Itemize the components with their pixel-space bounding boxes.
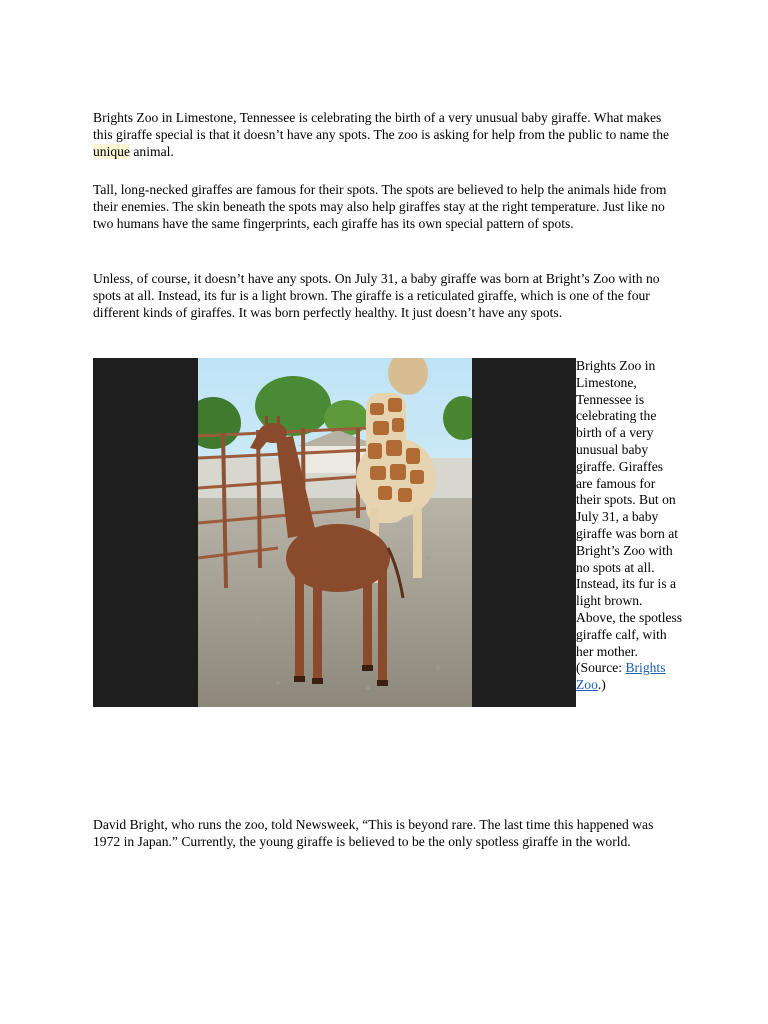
- intro-text: Brights Zoo in Limestone, Tennessee is celebrating the birth of a very unusual baby giraffe. What makes this giraffe special is that it doesn’t have any spots. The zoo is asking for help from the public to name the: [93, 110, 670, 142]
- paragraph-quote: David Bright, who runs the zoo, told Newsweek, “This is beyond rare. The last time this happened was 1972 in Japan.” Currently, the young giraffe is believed to be the only spotless giraffe in the world.: [93, 817, 654, 849]
- paragraph-spots: Tall, long-necked giraffes are famous for their spots. The spots are believed to help the animals hide from their enemies. The skin beneath the spots may also help giraffes stay at the right temperature. Just like no two humans have the same fingerprints, each giraffe has its own special pattern of spots.: [93, 182, 667, 231]
- highlighted-word: unique: [93, 143, 130, 159]
- photo-caption: [576, 358, 682, 692]
- giraffe-image: [198, 358, 472, 707]
- brights-zoo-link[interactable]: Brights Zoo: [576, 660, 666, 693]
- caption-text: Brights Zoo in Limestone, Tennessee is celebrating the birth of a very unusual baby giraffe. Giraffes are famous for their spots. But on July 31, a baby giraffe was born at Bright’s Zoo with no spots at all. Instead, its fur is a light brown. Above, the spotless giraffe calf, with her mother. (Source:: [576, 358, 683, 676]
- giraffe-photo: [93, 358, 576, 707]
- paragraph-intro: [93, 110, 683, 160]
- caption-end: .): [597, 677, 606, 693]
- figure-with-caption: [93, 358, 683, 707]
- paragraph-no-spots: Unless, of course, it doesn’t have any spots. On July 31, a baby giraffe was born at Bright’s Zoo with no spots at all. Instead, its fur is a light brown. The giraffe is a reticulated giraffe, which is one of the four different kinds of giraffes. It was born perfectly healthy. It just doesn’t have any spots.: [93, 271, 660, 320]
- intro-text-end: animal.: [130, 143, 174, 159]
